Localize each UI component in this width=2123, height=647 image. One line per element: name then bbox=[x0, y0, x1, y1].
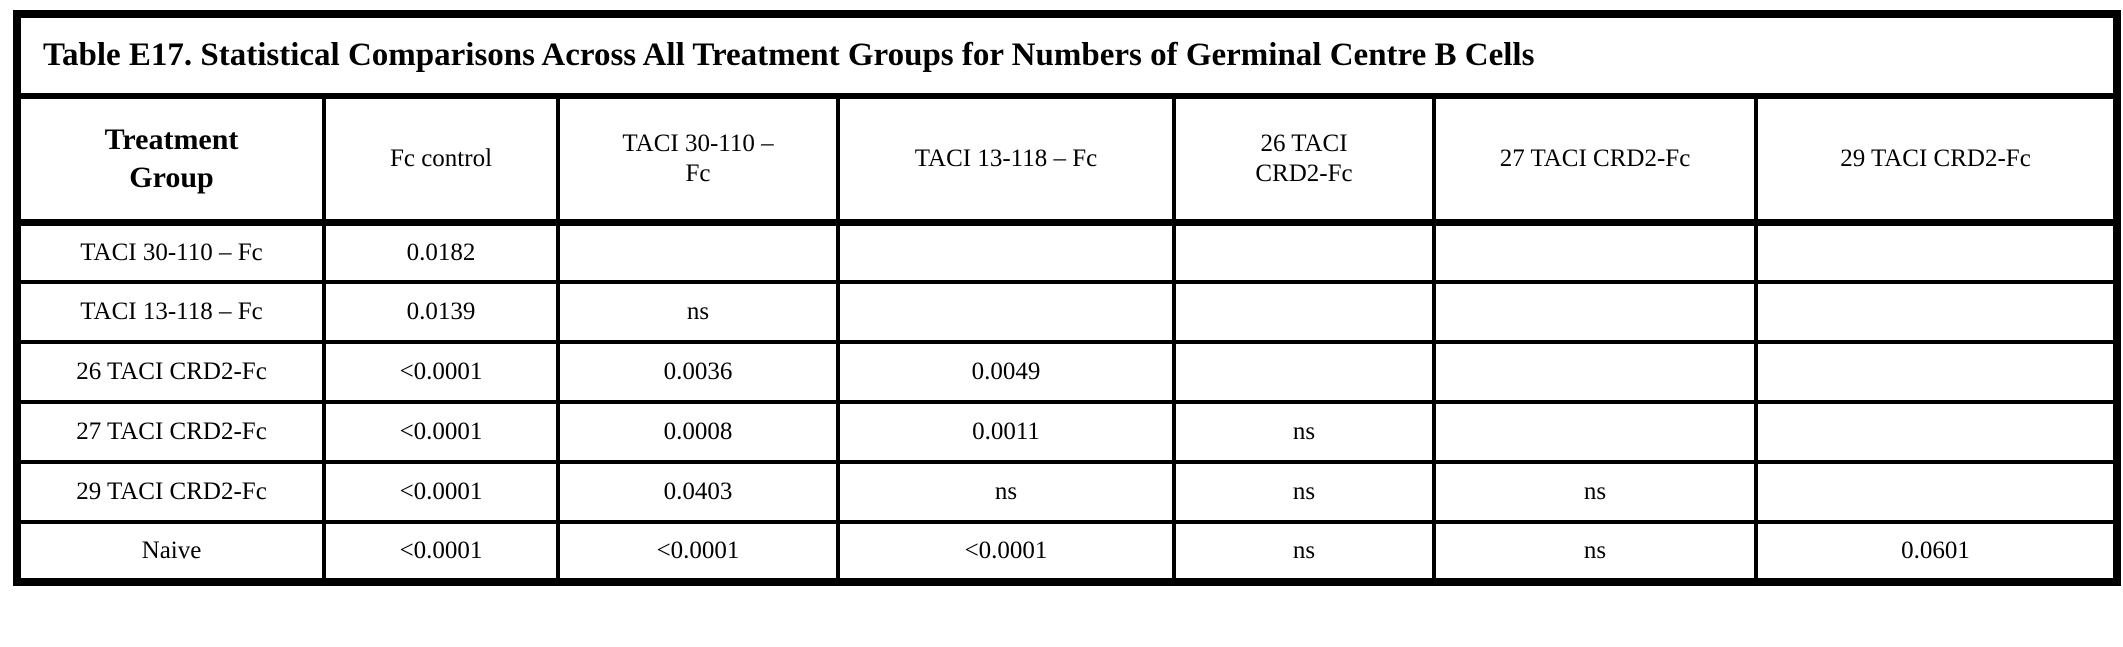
column-header-treatment-group: Treatment Group bbox=[17, 96, 324, 222]
column-header-taci-13-118-fc: TACI 13-118 – Fc bbox=[838, 96, 1174, 222]
table-cell bbox=[1174, 222, 1434, 282]
table-cell: 0.0139 bbox=[324, 282, 558, 342]
table-cell: ns bbox=[558, 282, 838, 342]
table-cell bbox=[1756, 222, 2117, 282]
column-header-27-taci-crd2-fc: 27 TACI CRD2-Fc bbox=[1434, 96, 1756, 222]
table-cell bbox=[1174, 342, 1434, 402]
table-cell: ns bbox=[1174, 402, 1434, 462]
table-title-row bbox=[17, 14, 2117, 96]
table-cell: <0.0001 bbox=[324, 522, 558, 582]
table-cell: 0.0011 bbox=[838, 402, 1174, 462]
row-label: Naive bbox=[17, 522, 324, 582]
table-cell bbox=[1756, 462, 2117, 522]
table-row-26-taci-crd2-fc bbox=[17, 342, 2117, 402]
table-cell bbox=[1434, 282, 1756, 342]
row-label: TACI 30-110 – Fc bbox=[17, 222, 324, 282]
row-label: 29 TACI CRD2-Fc bbox=[17, 462, 324, 522]
table-cell: ns bbox=[1174, 522, 1434, 582]
table-cell: 0.0036 bbox=[558, 342, 838, 402]
table-cell: 0.0403 bbox=[558, 462, 838, 522]
row-label: TACI 13-118 – Fc bbox=[17, 282, 324, 342]
table-cell bbox=[1756, 402, 2117, 462]
table-cell: 0.0049 bbox=[838, 342, 1174, 402]
table-cell: <0.0001 bbox=[324, 402, 558, 462]
table-cell bbox=[1174, 282, 1434, 342]
table-cell bbox=[1434, 222, 1756, 282]
statistical-comparisons-table bbox=[13, 10, 2121, 586]
table-cell: 0.0182 bbox=[324, 222, 558, 282]
table-cell bbox=[1756, 342, 2117, 402]
column-header-29-taci-crd2-fc: 29 TACI CRD2-Fc bbox=[1756, 96, 2117, 222]
table-cell bbox=[1434, 402, 1756, 462]
table-cell bbox=[838, 282, 1174, 342]
table-cell: 0.0601 bbox=[1756, 522, 2117, 582]
table-row-29-taci-crd2-fc bbox=[17, 462, 2117, 522]
column-header-taci-30-110-fc: TACI 30-110 – Fc bbox=[558, 96, 838, 222]
table-cell bbox=[1756, 282, 2117, 342]
table-cell bbox=[838, 222, 1174, 282]
table-cell: <0.0001 bbox=[324, 462, 558, 522]
table-cell bbox=[1434, 342, 1756, 402]
table-cell: <0.0001 bbox=[838, 522, 1174, 582]
table-cell: <0.0001 bbox=[558, 522, 838, 582]
row-label: 27 TACI CRD2-Fc bbox=[17, 402, 324, 462]
table-row-naive bbox=[17, 522, 2117, 582]
table-cell: ns bbox=[1174, 462, 1434, 522]
table-cell: ns bbox=[1434, 462, 1756, 522]
table-title: Table E17. Statistical Comparisons Across All Treatment Groups for Numbers of Germinal Centre B Cells bbox=[17, 14, 2117, 96]
table-cell: ns bbox=[838, 462, 1174, 522]
table-header-row bbox=[17, 96, 2117, 222]
row-label: 26 TACI CRD2-Fc bbox=[17, 342, 324, 402]
table-row-27-taci-crd2-fc bbox=[17, 402, 2117, 462]
table-cell: 0.0008 bbox=[558, 402, 838, 462]
column-header-fc-control: Fc control bbox=[324, 96, 558, 222]
table-row-taci-30-110-fc bbox=[17, 222, 2117, 282]
table-row-taci-13-118-fc bbox=[17, 282, 2117, 342]
table-cell: ns bbox=[1434, 522, 1756, 582]
table-cell: <0.0001 bbox=[324, 342, 558, 402]
column-header-26-taci-crd2-fc: 26 TACI CRD2-Fc bbox=[1174, 96, 1434, 222]
table-cell bbox=[558, 222, 838, 282]
